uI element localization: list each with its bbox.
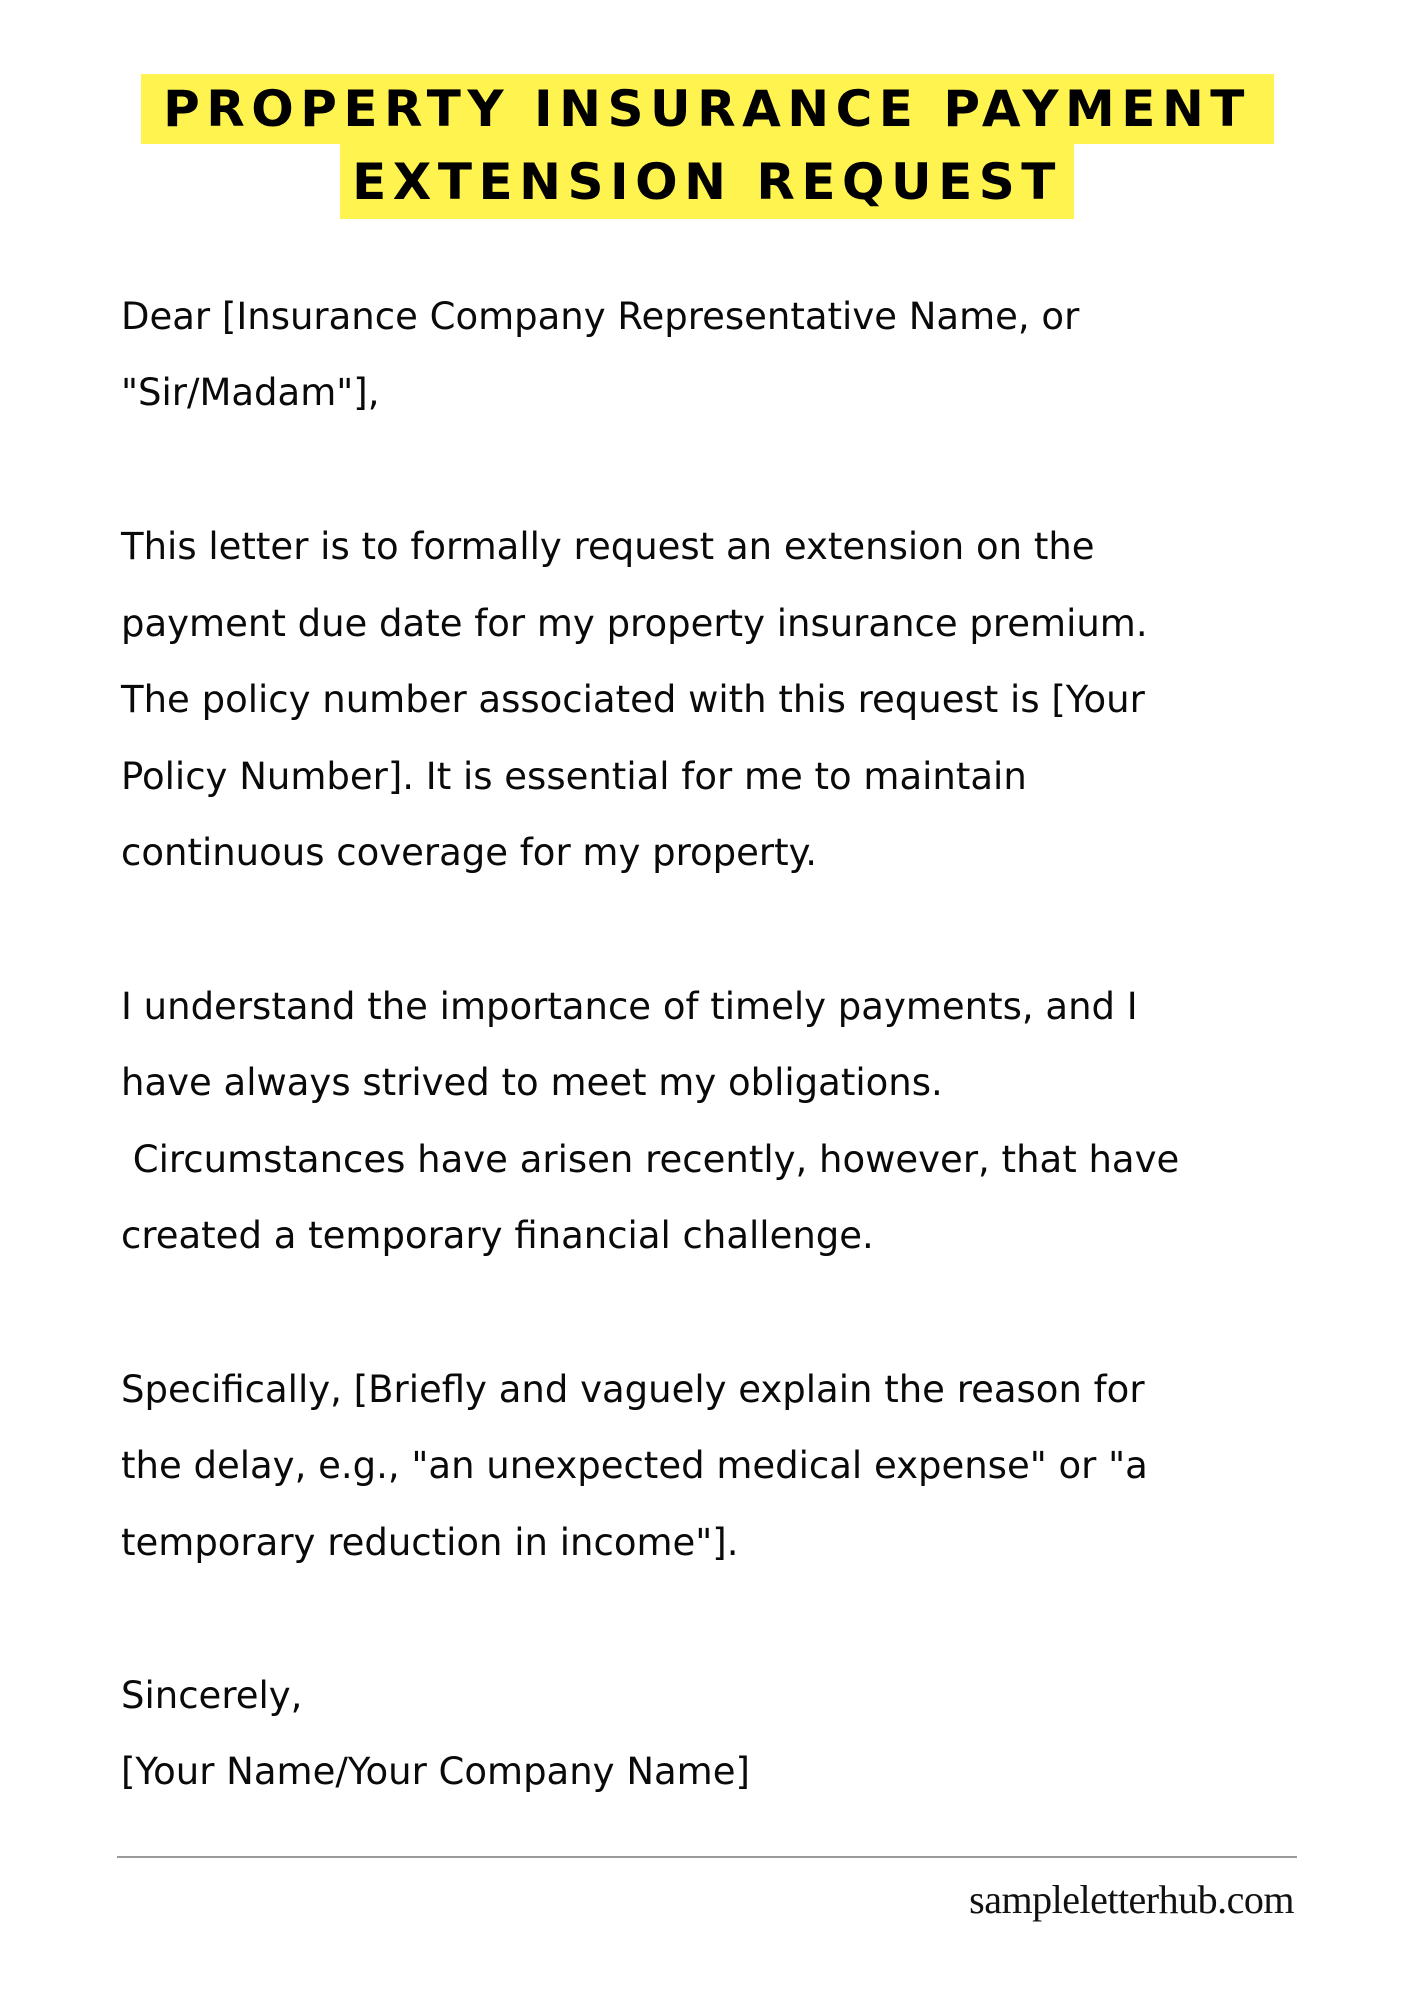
footer-divider — [117, 1856, 1297, 1858]
paragraph-2-line: created a temporary financial challenge. — [121, 1214, 874, 1257]
paragraph-3-line: temporary reduction in income"]. — [121, 1521, 739, 1564]
title-line-1-row — [0, 74, 1414, 144]
paragraph-2-line: have always strived to meet my obligations. — [121, 1061, 943, 1104]
paragraph-1-line: Policy Number]. It is essential for me to maintain — [121, 755, 1027, 798]
page-title-line-2: EXTENSION REQUEST — [340, 144, 1074, 219]
footer-site-name: sampleletterhub.com — [969, 1877, 1294, 1922]
title-line-2-row — [0, 144, 1414, 219]
salutation-line: Dear [Insurance Company Representative Name, or — [121, 295, 1080, 338]
paragraph-1-line: payment due date for my property insurance premium. — [121, 602, 1148, 645]
salutation-line: "Sir/Madam"], — [121, 371, 380, 414]
paragraph-2-line: I understand the importance of timely payments, and I — [121, 985, 1138, 1028]
paragraph-1-line: The policy number associated with this request is [Your — [121, 678, 1145, 721]
paragraph-3-line: Specifically, [Briefly and vaguely explain the reason for — [121, 1368, 1145, 1411]
page-title-line-1: PROPERTY INSURANCE PAYMENT — [141, 74, 1274, 144]
paragraph-1-line: continuous coverage for my property. — [121, 831, 817, 874]
paragraph-3-line: the delay, e.g., "an unexpected medical expense" or "a — [121, 1444, 1148, 1487]
closing-line: Sincerely, — [121, 1674, 303, 1717]
signature-line: [Your Name/Your Company Name] — [121, 1750, 750, 1793]
paragraph-2-line: Circumstances have arisen recently, however, that have — [121, 1138, 1180, 1181]
paragraph-1-line: This letter is to formally request an extension on the — [121, 525, 1095, 568]
